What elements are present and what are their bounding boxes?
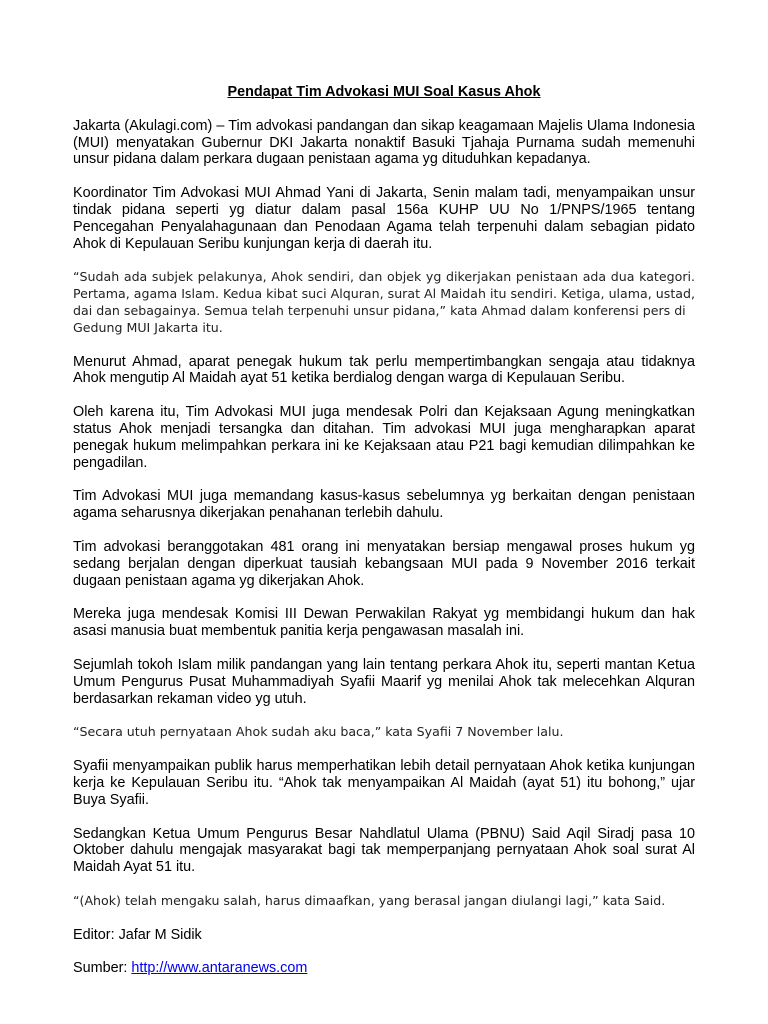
quote-text: “Sudah ada subjek pelakunya, Ahok sendiri, dan objek yg dikerjakan penistaan ada dua kategori. Pertama, agama Islam. Kedua kibat suci Alquran, surat Al Maidah itu sendiri. Ketiga, ulama, ustad, dai dan sebagainya. Semua telah terpenuhi unsur pidana,” kata Ahmad dalam konferensi pers di — [73, 269, 695, 318]
quote-paragraph — [73, 269, 695, 336]
paragraph: Syafii menyampaikan publik harus memperhatikan lebih detail pernyataan Ahok ketika kunjungan kerja ke Kepulauan Seribu itu. “Ahok tak menyampaikan Al Maidah (ayat 51) itu bohong,” ujar Buya Syafii. — [73, 758, 695, 808]
quote-paragraph — [73, 724, 695, 741]
paragraph: Tim advokasi beranggotakan 481 orang ini menyatakan bersiap mengawal proses hukum yg sedang berjalan dengan diperkuat tausiah kebangsaan MUI pada 9 November 2016 terkait dugaan penistaan agama yg dikerjakan Ahok. — [73, 538, 695, 589]
source-line — [73, 960, 695, 977]
paragraph: Tim Advokasi MUI juga memandang kasus-kasus sebelumnya yg berkaitan dengan penistaan agama seharusnya dikerjakan penahanan terlebih dahulu. — [73, 488, 695, 522]
paragraph: Menurut Ahmad, aparat penegak hukum tak perlu mempertimbangkan sengaja atau tidaknya Ahok mengutip Al Maidah ayat 51 ketika berdialog dengan warga di Kepulauan Seribu. — [73, 353, 695, 387]
source-link[interactable]: http://www.antaranews.com — [131, 960, 308, 977]
editor-line: Editor: Jafar M Sidik — [73, 926, 202, 943]
article-body — [73, 84, 695, 994]
paragraph: Jakarta (Akulagi.com) – Tim advokasi pandangan dan sikap keagamaan Majelis Ulama Indonesia (MUI) menyatakan Gubernur DKI Jakarta nonaktif Basuki Tjahaja Purnama sudah memenuhi unsur pidana dalam perkara dugaan penistaan agama yg dituduhkan kepadanya. — [73, 117, 695, 168]
paragraph: Koordinator Tim Advokasi MUI Ahmad Yani di Jakarta, Senin malam tadi, menyampaikan unsur tindak pidana seperti yg diatur dalam pasal 156a KUHP UU No 1/PNPS/1965 tentang Pencegahan Penyalahagunaan dan Penodaan Agama telah terpenuhi dalam sebagian pidato Ahok di Kepulauan Seribu kunjungan kerja di daerah itu. — [73, 185, 695, 252]
paragraph: Mereka juga mendesak Komisi III Dewan Perwakilan Rakyat yg membidangi hukum dan hak asasi manusia buat membentuk panitia kerja pengawasan masalah ini. — [73, 606, 695, 640]
article-title: Pendapat Tim Advokasi MUI Soal Kasus Ahok — [227, 84, 541, 100]
quote-text: “Secara utuh pernyataan Ahok sudah aku baca,” kata Syafii 7 November lalu. — [73, 724, 564, 740]
paragraph: Oleh karena itu, Tim Advokasi MUI juga mendesak Polri dan Kejaksaan Agung meningkatkan status Ahok menjadi tersangka dan ditahan. Tim advokasi MUI juga mengharapkan aparat penegak hukum melimpahkan perkara ini ke Kejaksaan atau P21 bagi kemudian dilimpahkan ke pengadilan. — [73, 404, 695, 471]
quote-paragraph — [73, 893, 695, 910]
quote-text-tail: Gedung MUI Jakarta itu. — [73, 319, 223, 335]
quote-text: “(Ahok) telah mengaku salah, harus dimaafkan, yang berasal jangan diulangi lagi,” kata Said. — [73, 892, 666, 908]
paragraph: Sejumlah tokoh Islam milik pandangan yang lain tentang perkara Ahok itu, seperti mantan Ketua Umum Pengurus Pusat Muhammadiyah Syafii Maarif yg menilai Ahok tak melecehkan Alquran berdasarkan rekaman video yg utuh. — [73, 656, 695, 707]
paragraph: Sedangkan Ketua Umum Pengurus Besar Nahdlatul Ulama (PBNU) Said Aqil Siradj pasa 10 Oktober dahulu mengajak masyarakat bagi tak memperpanjang pernyataan Ahok soal surat Al Maidah Ayat 51 itu. — [73, 825, 695, 876]
source-label: Sumber: — [73, 960, 132, 977]
